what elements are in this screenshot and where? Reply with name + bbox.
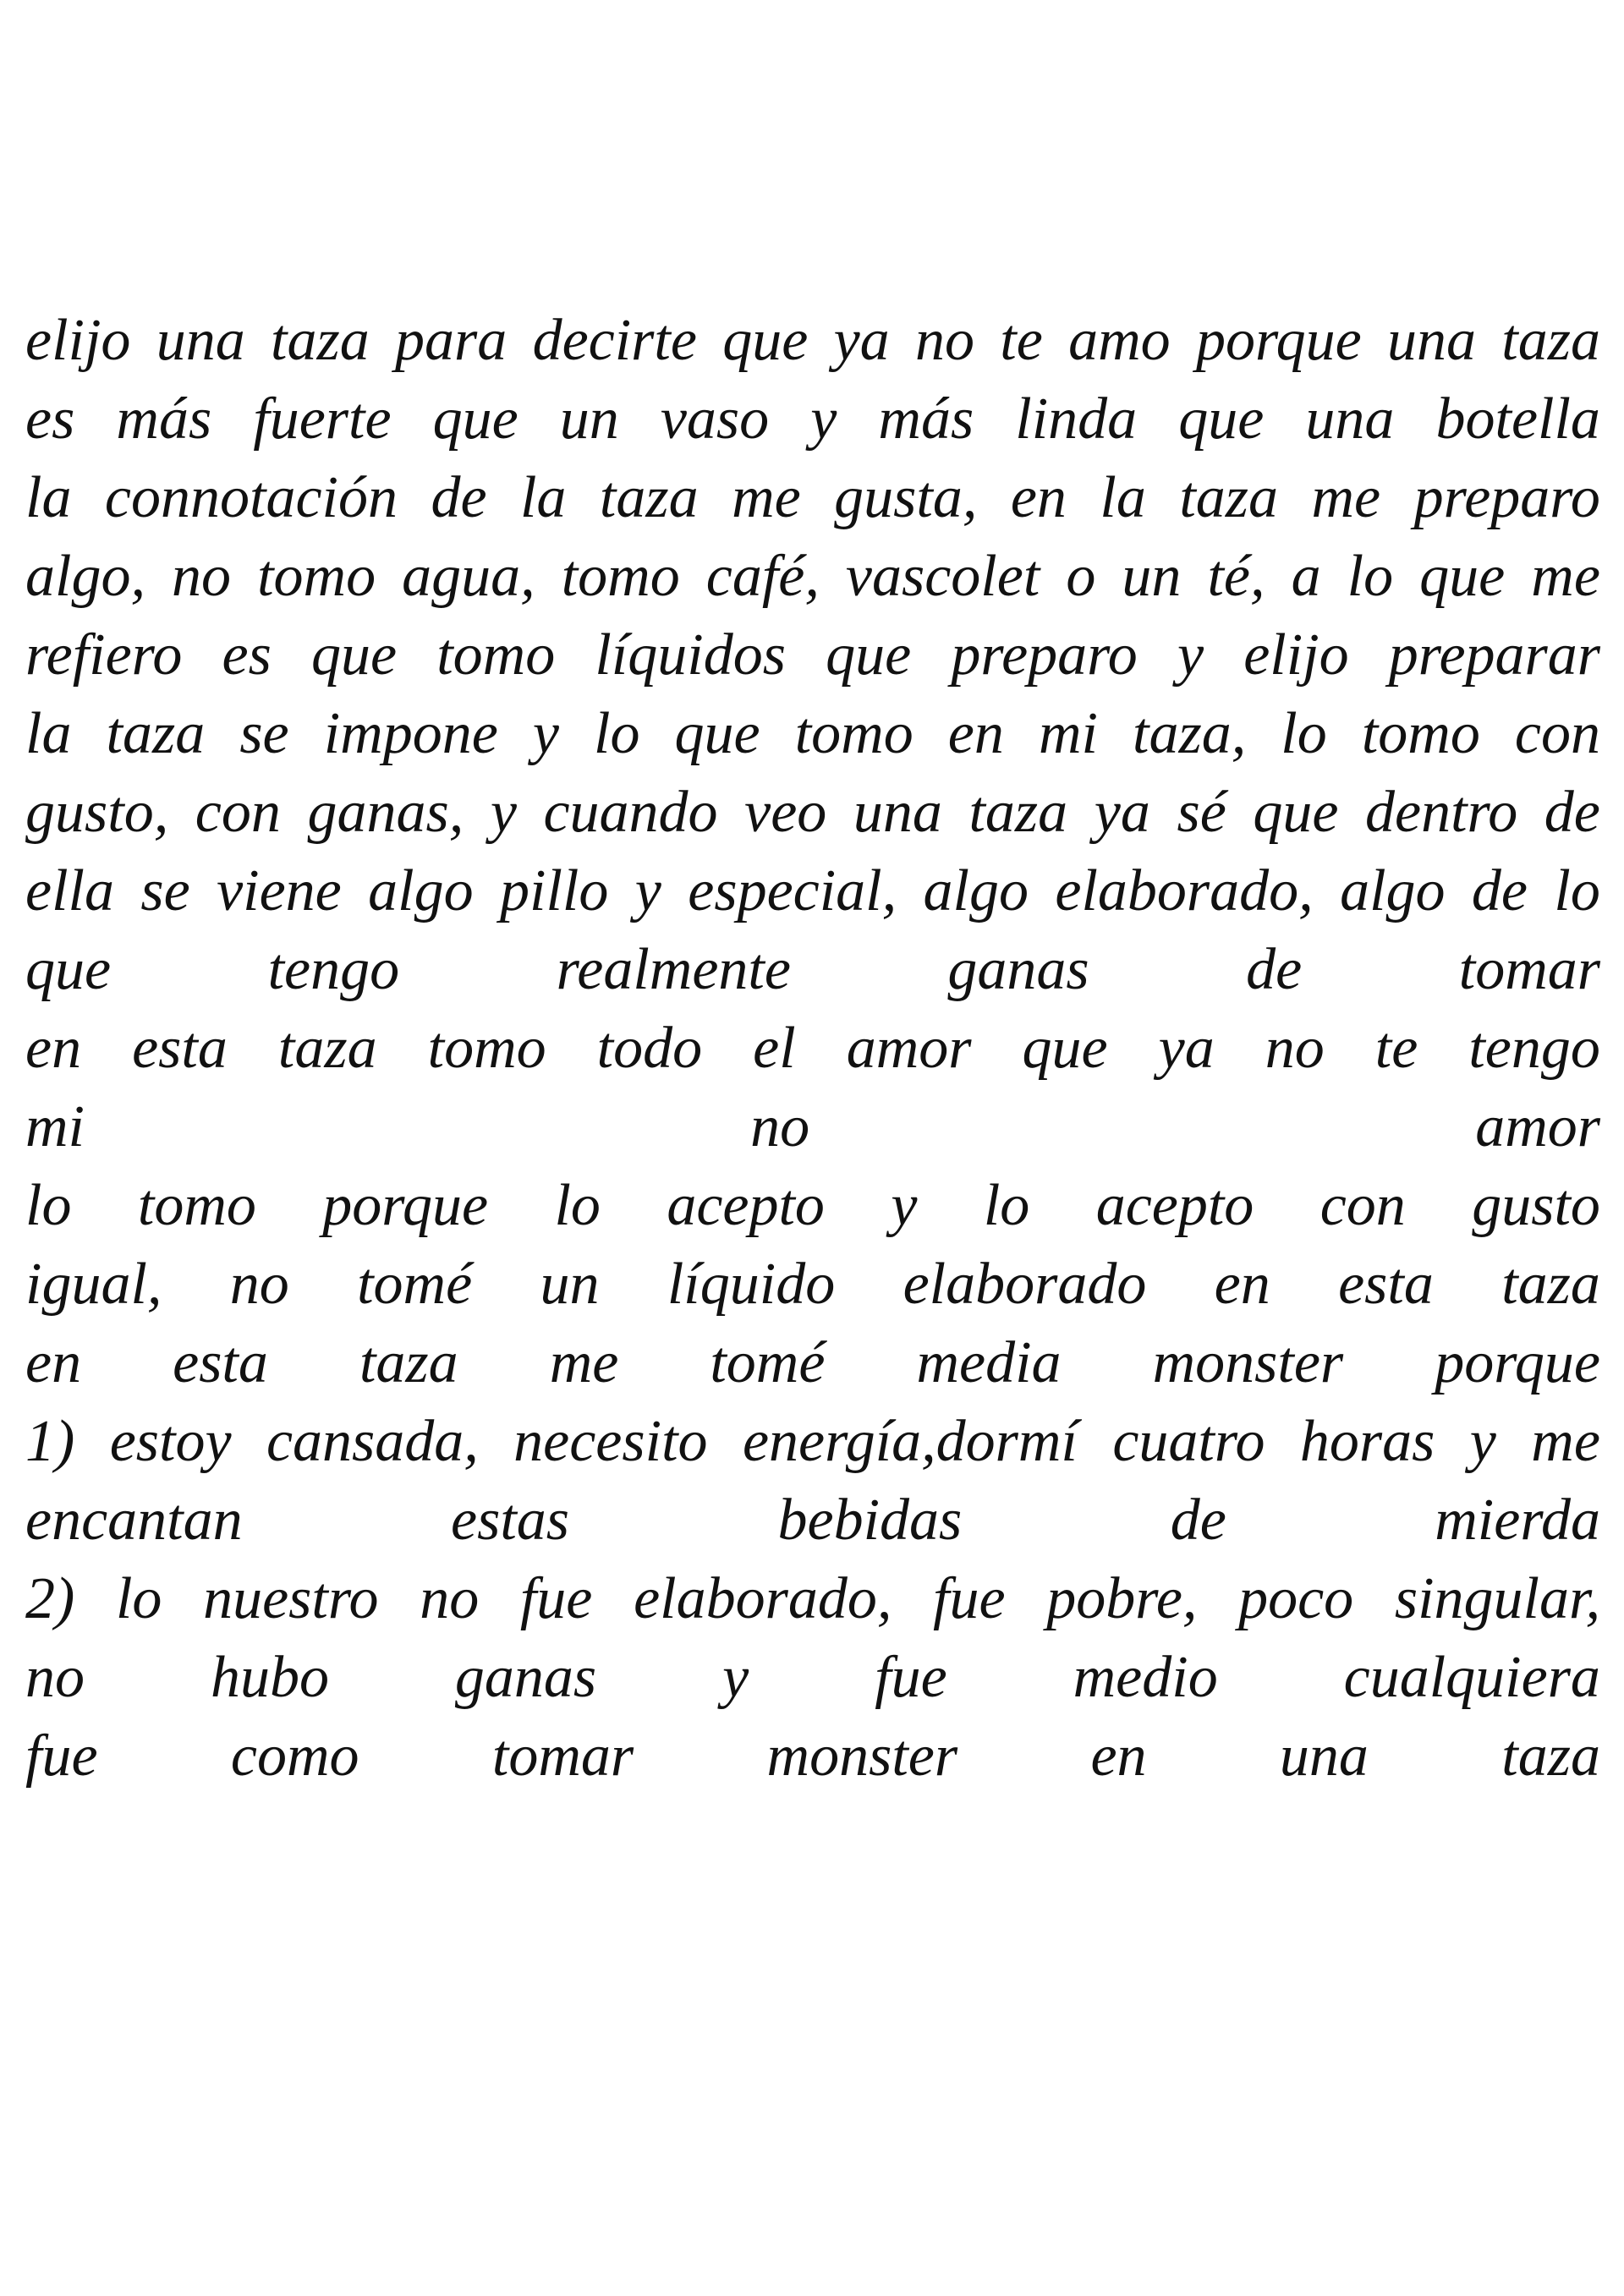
poem-word: veo [744,780,827,845]
poem-word: necesito [513,1409,708,1474]
poem-line [25,1559,1600,1638]
poem-word: taza [1501,1252,1600,1317]
poem-word: ya [833,308,890,373]
poem-word: cuando [543,780,718,845]
poem-word: me [1531,1409,1600,1474]
poem-word: es [25,386,75,452]
poem-word: algo [923,858,1029,923]
poem-line [25,694,1600,773]
poem-word: vascolet [845,544,1040,609]
poem-word: igual, [25,1252,162,1317]
poem-body [25,301,1600,1795]
poem-word: lo [594,701,640,766]
poem-word: de [1544,780,1600,845]
poem-line [25,852,1600,930]
poem-word: dentro [1365,780,1518,845]
poem-word: te [1000,308,1043,373]
poem-word: amor [846,1016,972,1081]
poem-word: porque [1195,308,1362,373]
poem-word: impone [323,701,498,766]
poem-word: me [1311,465,1381,530]
poem-word: que [25,937,112,1002]
poem-word: tomo [1361,701,1480,766]
poem-line [25,1088,1600,1166]
poem-word: 2) [25,1566,75,1631]
poem-word: no [172,544,232,609]
poem-word: y [810,386,837,452]
poem-word: agua, [402,544,535,609]
poem-word: un [540,1252,600,1317]
poem-line [25,1481,1600,1559]
poem-word: 1) [25,1409,75,1474]
poem-word: porque [322,1173,489,1238]
poem-word: ella [25,858,114,923]
poem-word: ganas [454,1645,597,1710]
poem-word: que [432,386,518,452]
poem-word: cansada, [266,1409,479,1474]
poem-word: botella [1435,386,1600,452]
poem-word: nuestro [203,1566,379,1631]
poem-word: líquidos [595,622,786,688]
poem-word: taza [599,465,699,530]
poem-word: acepto [667,1173,825,1238]
poem-word: preparo [951,622,1138,688]
poem-word: ganas [947,937,1089,1002]
poem-word: que [674,701,760,766]
poem-word: que [310,622,398,688]
poem-word: o [1066,544,1096,609]
poem-word: acepto [1095,1173,1254,1238]
poem-word: la [25,465,72,530]
poem-word: me [732,465,801,530]
poem-word: no [229,1252,289,1317]
poem-word: viene [217,858,342,923]
poem-word: tengo [1468,1016,1600,1081]
poem-word: elaborado, [1055,858,1314,923]
poem-word: esta [132,1016,228,1081]
poem-word: es [222,622,272,688]
poem-line [25,537,1600,616]
poem-word: estas [451,1488,570,1553]
poem-word: taza [1179,465,1279,530]
poem-word: lo [983,1173,1030,1238]
poem-word: no [420,1566,480,1631]
poem-word: todo [596,1016,703,1081]
poem-word: estoy [109,1409,232,1474]
poem-word: realmente [556,937,791,1002]
poem-line [25,1402,1600,1481]
poem-word: tomé [710,1330,826,1395]
poem-word: pobre, [1046,1566,1198,1631]
poem-word: bebidas [777,1488,963,1553]
poem-word: en [1090,1723,1147,1789]
poem-word: esta [1338,1252,1434,1317]
poem-word: tomo [257,544,376,609]
poem-word: té, [1207,544,1265,609]
poem-word: la [1100,465,1146,530]
poem-line [25,1245,1600,1323]
poem-line [25,1323,1600,1402]
poem-word: en [1010,465,1067,530]
poem-word: taza, [1133,701,1247,766]
poem-word: fue [933,1566,1006,1631]
poem-line [25,1638,1600,1717]
poem-word: porque [1435,1330,1600,1395]
poem-word: de [1170,1488,1226,1553]
poem-word: taza [1501,308,1600,373]
poem-word: especial, [688,858,897,923]
poem-word: como [230,1723,359,1789]
poem-word: mi [1038,701,1098,766]
poem-word: que [1022,1016,1108,1081]
poem-word: y [1469,1409,1496,1474]
poem-word: el [753,1016,796,1081]
poem-word: fue [875,1645,947,1710]
poem-word: preparar [1388,622,1600,688]
poem-line [25,458,1600,537]
poem-line [25,301,1600,380]
poem-word: para [395,308,508,373]
poem-word: una [1305,386,1395,452]
poem-word: mierda [1435,1488,1600,1553]
poem-word: más [116,386,212,452]
poem-word: tomar [1458,937,1600,1002]
poem-word: esta [173,1330,268,1395]
poem-word: de [1246,937,1303,1002]
poem-word: lo [115,1566,162,1631]
poem-word: hubo [210,1645,329,1710]
poem-word: amor [1475,1094,1600,1159]
poem-word: taza [277,1016,377,1081]
poem-word: tomo [561,544,680,609]
poem-word: café, [705,544,820,609]
poem-word: se [239,701,289,766]
poem-word: que [1253,780,1339,845]
poem-word: tomé [357,1252,473,1317]
poem-word: linda [1015,386,1138,452]
poem-word: lo [25,1173,72,1238]
poem-word: me [1531,544,1600,609]
poem-word: en [1214,1252,1270,1317]
poem-word: tomo [794,701,914,766]
poem-line [25,773,1600,852]
poem-word: me [549,1330,619,1395]
poem-word: y [532,701,559,766]
poem-word: con [1514,701,1600,766]
poem-word: con [195,780,281,845]
poem-word: fue [519,1566,593,1631]
poem-word: fue [25,1723,98,1789]
poem-word: decirte [532,308,697,373]
poem-word: que [1419,544,1506,609]
poem-word: un [559,386,619,452]
poem-word: preparo [1413,465,1600,530]
poem-word: y [634,858,661,923]
poem-word: lo [1554,858,1600,923]
poem-word: algo [1340,858,1446,923]
poem-word: fuerte [253,386,392,452]
poem-word: y [490,780,517,845]
poem-line [25,1166,1600,1245]
poem-word: gusta, [834,465,978,530]
poem-line [25,930,1600,1009]
poem-word: de [1471,858,1528,923]
poem-word: taza [271,308,370,373]
poem-word: encantan [25,1488,243,1553]
poem-word: monster [766,1723,958,1789]
poem-word: una [156,308,245,373]
poem-word: lo [1347,544,1394,609]
poem-word: en [25,1016,82,1081]
poem-word: energía,dormí [742,1409,1078,1474]
poem-word: medio [1073,1645,1218,1710]
poem-word: elaborado [903,1252,1147,1317]
poem-word: tomo [436,622,556,688]
poem-line [25,616,1600,694]
poem-word: una [853,780,942,845]
poem-word: pillo [500,858,609,923]
poem-word: cualquiera [1343,1645,1600,1710]
poem-word: y [1177,622,1204,688]
poem-word: elijo [25,308,131,373]
poem-word: lo [1281,701,1327,766]
poem-word: de [431,465,487,530]
poem-word: taza [106,701,206,766]
poem-word: y [722,1645,749,1710]
poem-word: a [1291,544,1321,609]
poem-word: en [25,1330,82,1395]
poem-word: no [1265,1016,1325,1081]
poem-word: horas [1299,1409,1435,1474]
poem-line [25,380,1600,458]
poem-word: no [914,308,974,373]
poem-word: y [891,1173,918,1238]
poem-word: gusto [1472,1173,1600,1238]
poem-word: no [750,1094,810,1159]
poem-word: monster [1152,1330,1344,1395]
poem-word: una [1279,1723,1369,1789]
poem-word: ganas, [307,780,464,845]
poem-word: la [25,701,72,766]
poem-word: que [722,308,809,373]
poem-word: no [25,1645,85,1710]
poem-word: un [1122,544,1182,609]
poem-word: taza [359,1330,458,1395]
poem-word: poco [1238,1566,1354,1631]
poem-word: tomar [491,1723,634,1789]
poem-word: mi [25,1094,85,1159]
poem-word: algo [368,858,474,923]
poem-word: tomo [427,1016,546,1081]
poem-word: más [878,386,974,452]
poem-word: la [519,465,567,530]
poem-word: tengo [267,937,400,1002]
poem-word: taza [968,780,1068,845]
poem-word: gusto, [25,780,169,845]
poem-line [25,1009,1600,1088]
poem-word: lo [554,1173,601,1238]
poem-word: que [826,622,912,688]
poem-word: media [916,1330,1062,1395]
poem-word: tomo [137,1173,256,1238]
poem-word: líquido [667,1252,836,1317]
poem-word: vaso [660,386,770,452]
poem-word: amo [1068,308,1171,373]
poem-word: ya [1094,780,1150,845]
poem-word: te [1374,1016,1418,1081]
poem-word: taza [1501,1723,1600,1789]
poem-word: connotación [104,465,398,530]
poem-word: cuatro [1112,1409,1265,1474]
poem-word: sé [1177,780,1226,845]
poem-word: se [140,858,190,923]
poem-word: en [947,701,1004,766]
poem-word: refiero [25,622,183,688]
poem-word: con [1320,1173,1406,1238]
poem-word: algo, [25,544,145,609]
poem-word: elijo [1243,622,1349,688]
poem-line [25,1717,1600,1795]
poem-word: singular, [1394,1566,1600,1631]
poem-word: que [1178,386,1265,452]
poem-word: ya [1158,1016,1215,1081]
poem-word: elaborado, [634,1566,892,1631]
poem-word: una [1386,308,1476,373]
